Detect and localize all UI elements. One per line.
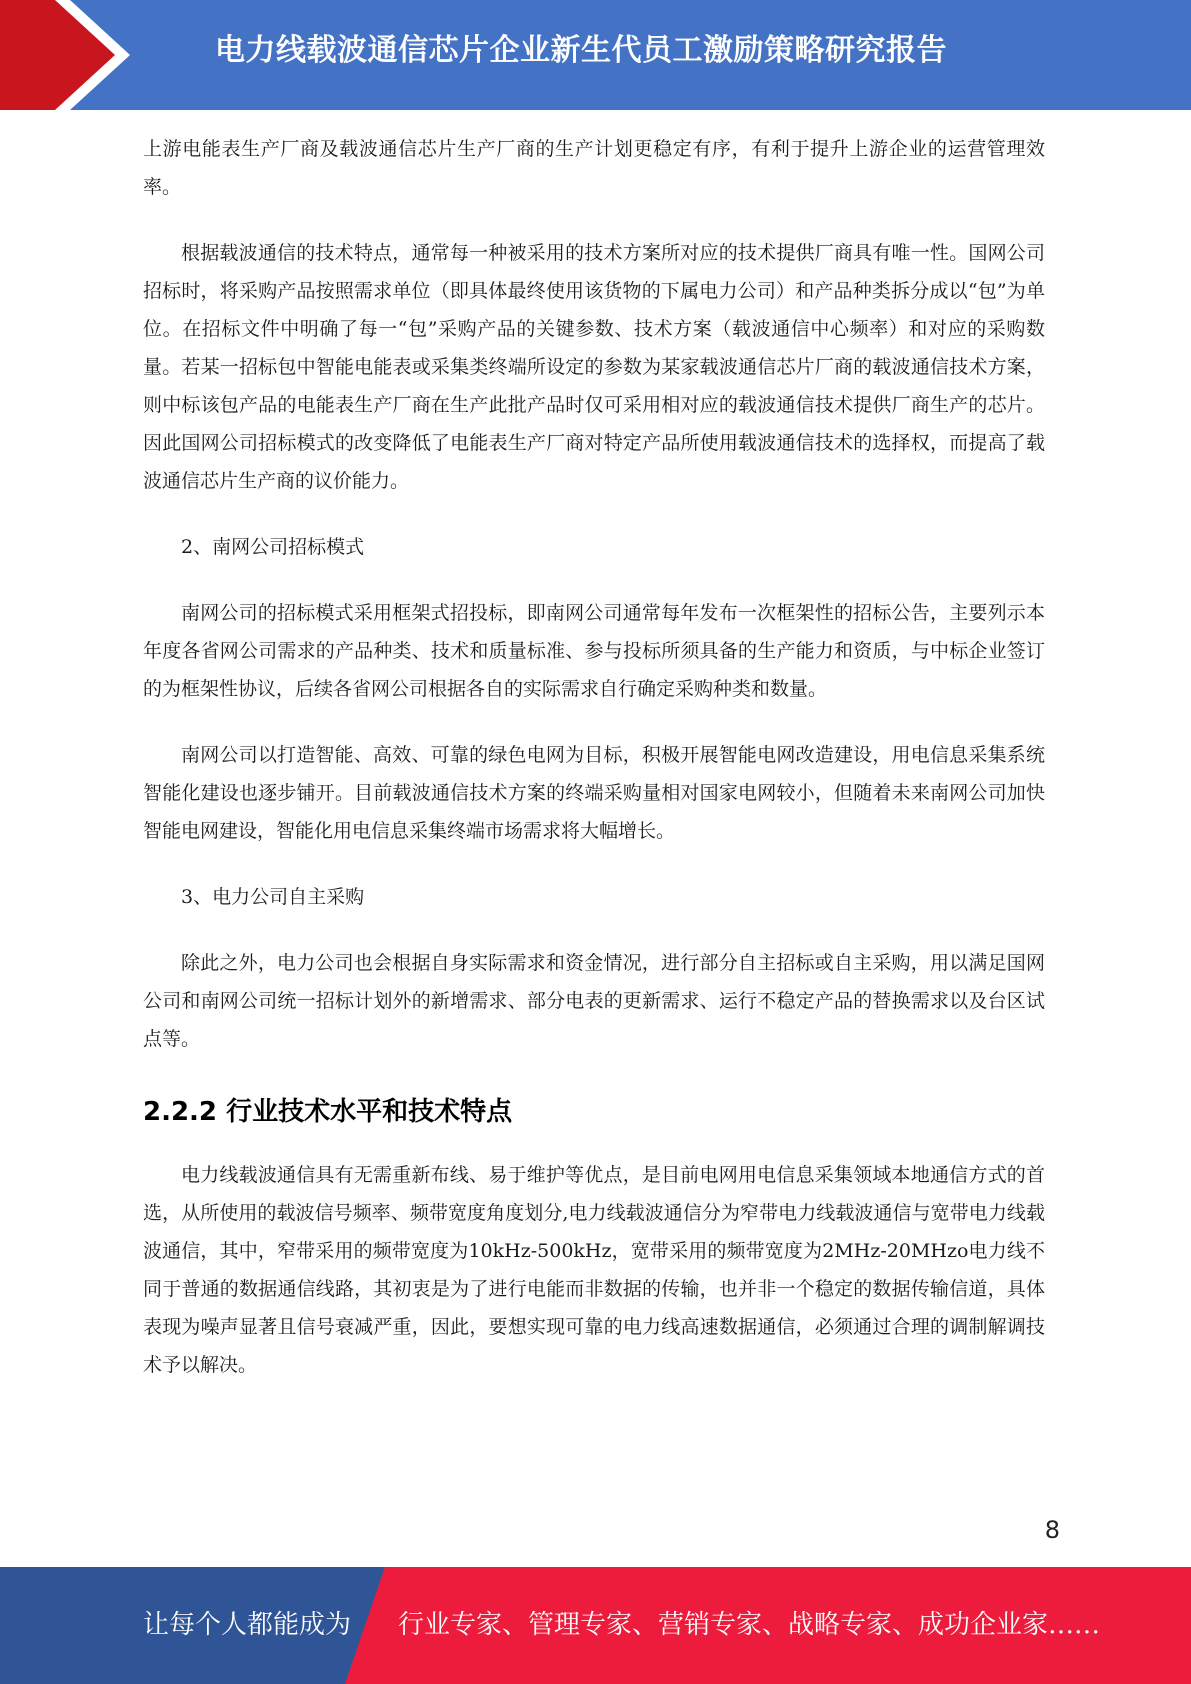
paragraph-3: 南网公司的招标模式采用框架式招投标，即南网公司通常每年发布一次框架性的招标公告，主要列示本年度各省网公司需求的产品种类、技术和质量标准、参与投标所须具备的生产能力和资质，与中标企业签订的为框架性协议，后续各省网公司根据各自的实际需求自行确定采购种类和数量。	[143, 602, 1045, 700]
subheading-southern-grid: 2、南网公司招标模式	[181, 536, 365, 558]
page-footer	[0, 1567, 1191, 1684]
document-body	[143, 130, 1045, 1412]
footer-slogan-right: 行业专家、管理专家、营销专家、战略专家、成功企业家……	[398, 1610, 1101, 1640]
header-arrow-icon	[0, 0, 160, 110]
paragraph-5: 除此之外，电力公司也会根据自身实际需求和资金情况，进行部分自主招标或自主采购，用以满足国网公司和南网公司统一招标计划外的新增需求、部分电表的更新需求、运行不稳定产品的替换需求以及台区试点等。	[143, 952, 1045, 1050]
paragraph-2: 根据载波通信的技术特点，通常每一种被采用的技术方案所对应的技术提供厂商具有唯一性。国网公司招标时，将采购产品按照需求单位（即具体最终使用该货物的下属电力公司）和产品种类拆分成以“包”为单位。在招标文件中明确了每一“包”采购产品的关键参数、技术方案（载波通信中心频率）和对应的采购数量。若某一招标包中智能电能表或采集类终端所设定的参数为某家载波通信芯片厂商的载波通信技术方案，则中标该包产品的电能表生产厂商在生产此批产品时仅可采用相对应的载波通信技术提供厂商生产的芯片。因此国网公司招标模式的改变降低了电能表生产厂商对特定产品所使用载波通信技术的选择权，而提高了载波通信芯片生产商的议价能力。	[143, 242, 1045, 492]
footer-slogan-left: 让每个人都能成为	[143, 1610, 352, 1640]
page-number: 8	[1044, 1516, 1060, 1544]
page-header	[0, 0, 1191, 110]
paragraph-4: 南网公司以打造智能、高效、可靠的绿色电网为目标，积极开展智能电网改造建设，用电信息采集系统智能化建设也逐步铺开。目前载波通信技术方案的终端采购量相对国家电网较小，但随着未来南网公司加快智能电网建设，智能化用电信息采集终端市场需求将大幅增长。	[143, 744, 1045, 842]
section-title: 2.2.2 行业技术水平和技术特点	[143, 1097, 513, 1127]
paragraph-1: 上游电能表生产厂商及载波通信芯片生产厂商的生产计划更稳定有序，有利于提升上游企业的运营管理效率。	[143, 138, 1045, 198]
subheading-self-procurement: 3、电力公司自主采购	[181, 886, 365, 908]
paragraph-6: 电力线载波通信具有无需重新布线、易于维护等优点，是目前电网用电信息采集领域本地通信方式的首选，从所使用的载波信号频率、频带宽度角度划分,电力线载波通信分为窄带电力线载波通信与宽带电力线载波通信，其中，窄带采用的频带宽度为10kHz-500kHz，宽带采用的频带宽度为2MHz-20MHzo电力线不同于普通的数据通信线路，其初衷是为了进行电能而非数据的传输，也并非一个稳定的数据传输信道，具体表现为噪声显著且信号衰减严重，因此，要想实现可靠的电力线高速数据通信，必须通过合理的调制解调技术予以解决。	[143, 1164, 1045, 1376]
document-title: 电力线载波通信芯片企业新生代员工激励策略研究报告	[215, 33, 947, 68]
